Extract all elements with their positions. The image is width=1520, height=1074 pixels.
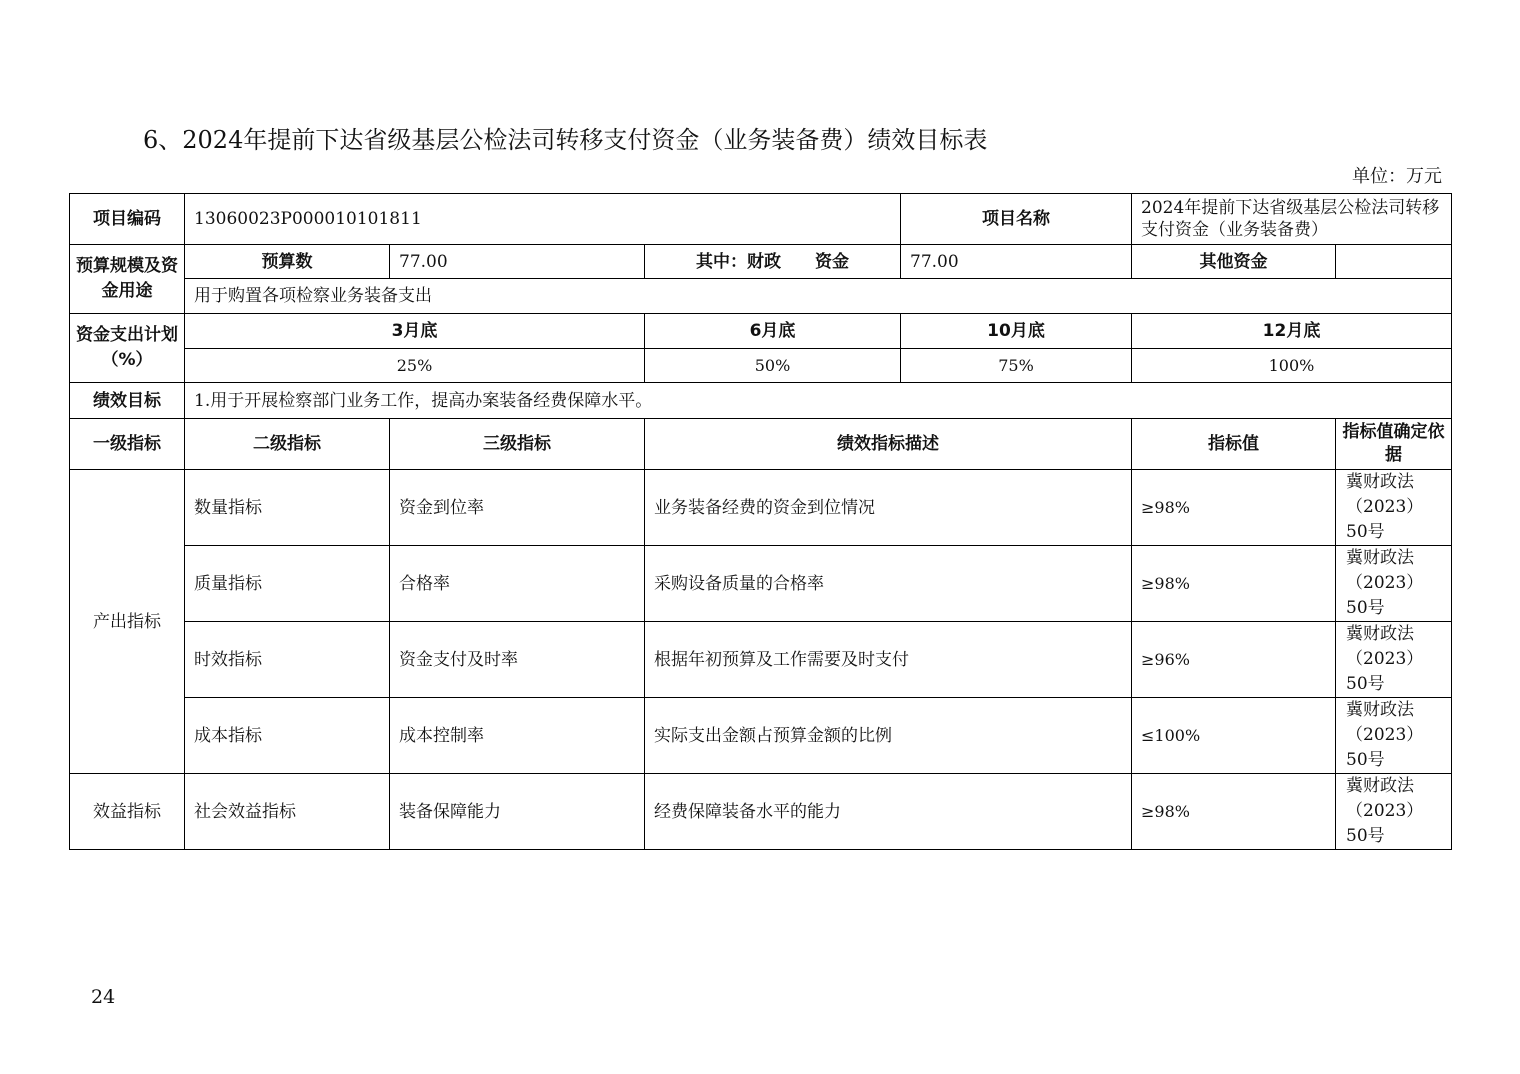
- page-number: 24: [91, 986, 116, 1008]
- description-cell: 实际支出金额占预算金额的比例: [645, 698, 1132, 774]
- plan-value-jun: 50%: [645, 349, 901, 383]
- page-title: 6、2024年提前下达省级基层公检法司转移支付资金（业务装备费）绩效目标表: [143, 126, 988, 154]
- value-cell: ≥98%: [1132, 774, 1336, 850]
- project-name: 2024年提前下达省级基层公检法司转移支付资金（业务装备费）: [1132, 194, 1452, 245]
- table-row: [70, 546, 1452, 622]
- level3-cell: 成本控制率: [390, 698, 645, 774]
- plan-label: 资金支出计划（%）: [70, 314, 185, 383]
- header-value: 指标值: [1132, 419, 1336, 470]
- level2-cell: 社会效益指标: [185, 774, 390, 850]
- table-row: [70, 470, 1452, 546]
- plan-header-oct: 10月底: [901, 314, 1132, 349]
- header-basis: 指标值确定依据: [1336, 419, 1452, 470]
- description-cell: 业务装备经费的资金到位情况: [645, 470, 1132, 546]
- fiscal-funds: 77.00: [901, 245, 1132, 279]
- description-cell: 采购设备质量的合格率: [645, 546, 1132, 622]
- goal-label: 绩效目标: [70, 383, 185, 419]
- level3-cell: 合格率: [390, 546, 645, 622]
- goal-text: 1.用于开展检察部门业务工作，提高办案装备经费保障水平。: [185, 383, 1452, 419]
- basis-cell: 冀财政法（2023）50号: [1336, 470, 1452, 546]
- plan-value-mar: 25%: [185, 349, 645, 383]
- value-cell: ≥98%: [1132, 470, 1336, 546]
- header-level2: 二级指标: [185, 419, 390, 470]
- budget-amount: 77.00: [390, 245, 645, 279]
- plan-header-dec: 12月底: [1132, 314, 1452, 349]
- level3-cell: 资金到位率: [390, 470, 645, 546]
- level1-output: 产出指标: [70, 470, 185, 774]
- unit-label: 单位：万元: [1352, 166, 1442, 187]
- description-cell: 根据年初预算及工作需要及时支付: [645, 622, 1132, 698]
- project-code-label: 项目编码: [70, 194, 185, 245]
- level1-benefit: 效益指标: [70, 774, 185, 850]
- budget-label: 预算规模及资金用途: [70, 245, 185, 314]
- level3-cell: 资金支付及时率: [390, 622, 645, 698]
- description-cell: 经费保障装备水平的能力: [645, 774, 1132, 850]
- level2-cell: 时效指标: [185, 622, 390, 698]
- header-level3: 三级指标: [390, 419, 645, 470]
- value-cell: ≥98%: [1132, 546, 1336, 622]
- level2-cell: 质量指标: [185, 546, 390, 622]
- level3-cell: 装备保障能力: [390, 774, 645, 850]
- header-description: 绩效指标描述: [645, 419, 1132, 470]
- level2-cell: 数量指标: [185, 470, 390, 546]
- header-level1: 一级指标: [70, 419, 185, 470]
- table-row: [70, 622, 1452, 698]
- basis-cell: 冀财政法（2023）50号: [1336, 622, 1452, 698]
- table-row: [70, 698, 1452, 774]
- plan-value-dec: 100%: [1132, 349, 1452, 383]
- basis-cell: 冀财政法（2023）50号: [1336, 774, 1452, 850]
- other-funds-label: 其他资金: [1132, 245, 1336, 279]
- performance-table: [69, 193, 1452, 850]
- project-code: 13060023P000010101811: [185, 194, 901, 245]
- other-funds: [1336, 245, 1452, 279]
- value-cell: ≤100%: [1132, 698, 1336, 774]
- level2-cell: 成本指标: [185, 698, 390, 774]
- plan-header-jun: 6月底: [645, 314, 901, 349]
- project-name-label: 项目名称: [901, 194, 1132, 245]
- table-row: [70, 774, 1452, 850]
- plan-value-oct: 75%: [901, 349, 1132, 383]
- basis-cell: 冀财政法（2023）50号: [1336, 546, 1452, 622]
- value-cell: ≥96%: [1132, 622, 1336, 698]
- budget-usage: 用于购置各项检察业务装备支出: [185, 279, 1452, 314]
- fiscal-funds-label: 其中：财政 资金: [645, 245, 901, 279]
- plan-header-mar: 3月底: [185, 314, 645, 349]
- budget-amount-label: 预算数: [185, 245, 390, 279]
- basis-cell: 冀财政法（2023）50号: [1336, 698, 1452, 774]
